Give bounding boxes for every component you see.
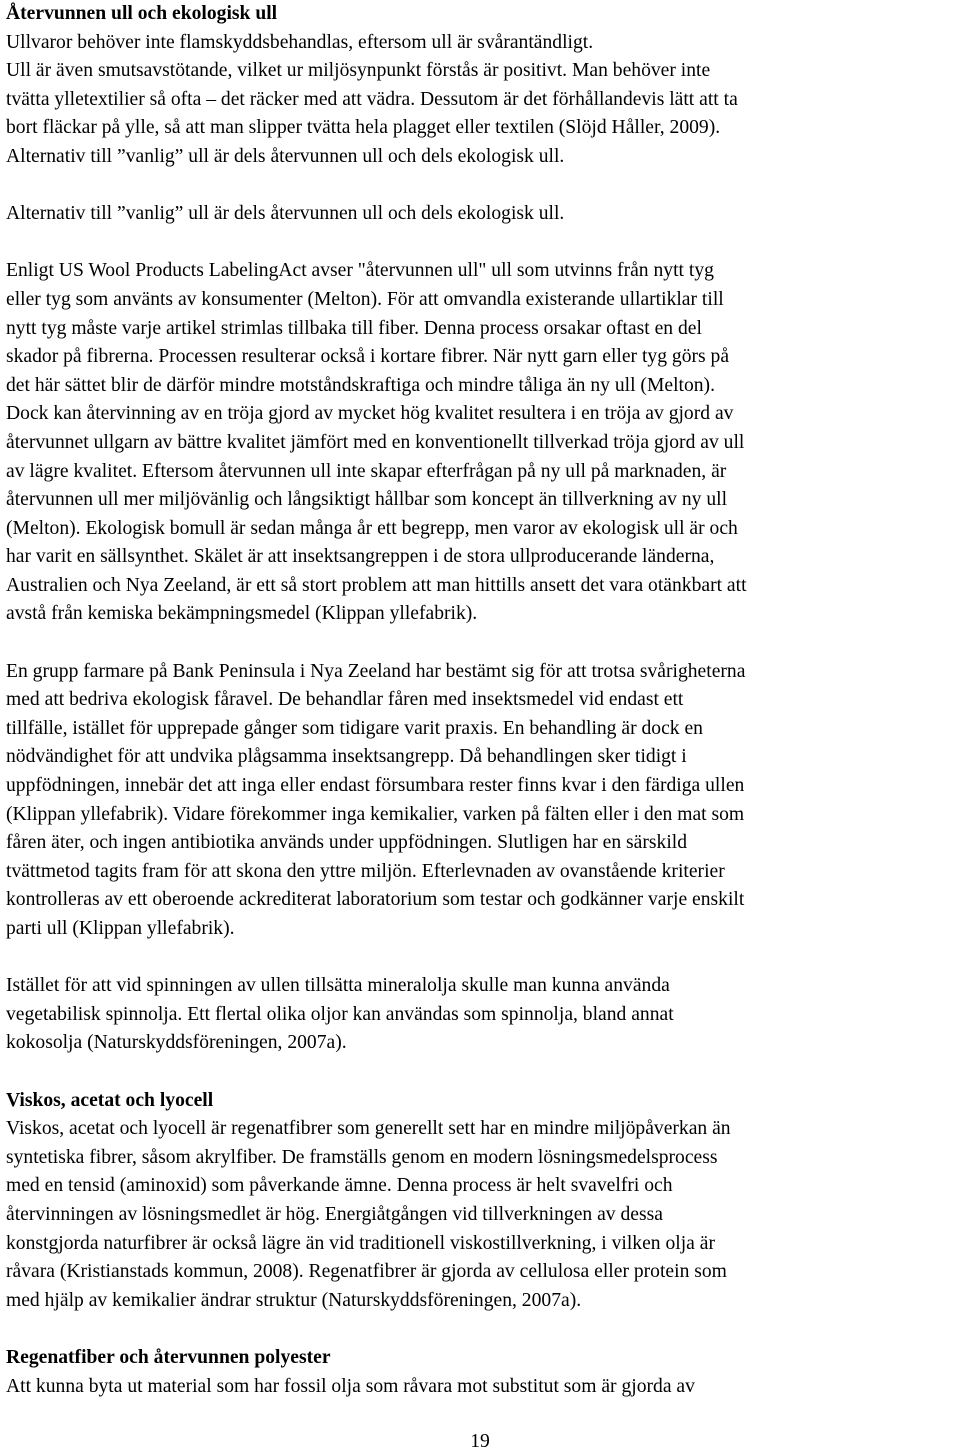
text-line: Alternativ till ”vanlig” ull är dels återvunnen ull och dels ekologisk ull. [6,203,565,225]
text-line: med hjälp av kemikalier ändrar struktur (Naturskyddsföreningen, 2007a). [6,1289,582,1311]
text-line: skador på fibrerna. Processen resulterar också i kortare fibrer. När nytt garn eller tyg görs på [6,346,730,368]
paragraph [6,658,954,944]
paragraph [6,1115,954,1315]
text-line: det här sättet blir de därför mindre motståndskraftiga och mindre tåliga än ny ull (Melton). [6,374,715,396]
document-page [6,0,954,1401]
text-line: Att kunna byta ut material som har fossil olja som råvara mot substitut som är gjorda av [6,1375,695,1397]
text-line: syntetiska fibrer, såsom akrylfiber. De framställs genom en modern lösningsmedelsprocess [6,1146,718,1168]
text-line: Istället för att vid spinningen av ullen tillsätta mineralolja skulle man kunna använda [6,975,670,997]
section-heading-regenatfiber-polyester: Regenatfiber och återvunnen polyester [6,1346,331,1368]
text-line: råvara (Kristianstads kommun, 2008). Regenatfibrer är gjorda av cellulosa eller protein som [6,1261,727,1283]
paragraph [6,200,954,229]
page-number: 19 [470,1431,490,1452]
text-line: återvunnen ull mer miljövänlig och långsiktigt hållbar som koncept än tillverkning av ny ull [6,489,728,511]
paragraph-gap [6,172,954,201]
text-line: tillfälle, istället för upprepade gånger som tidigare varit praxis. En behandling är dock en [6,717,703,739]
text-line: återvunnet ullgarn av bättre kvalitet jämfört med en konventionellt tillverkad tröja gjord av ull [6,431,745,453]
text-line: tvätta ylletextilier så ofta – det räcker med att vädra. Dessutom är det förhållandevis lätt att ta [6,88,738,110]
section-heading-viskos-acetat-lyocell: Viskos, acetat och lyocell [6,1089,214,1111]
section-heading-atervunnen-ull: Återvunnen ull och ekologisk ull [6,3,278,24]
paragraph-gap [6,629,954,658]
text-line: bort fläckar på ylle, så att man slipper tvätta hela plagget eller textilen (Slöjd Håller, 2009). [6,117,721,139]
text-line: uppfödningen, innebär det att inga eller endast försumbara rester finns kvar i den färdiga ullen [6,775,745,797]
text-line: En grupp farmare på Bank Peninsula i Nya Zeeland har bestämt sig för att trotsa svårigheterna [6,660,746,682]
text-line: vegetabilisk spinnolja. Ett flertal olika oljor kan användas som spinnolja, bland annat [6,1003,674,1025]
text-line: (Melton). Ekologisk bomull är sedan många år ett begrepp, men varor av ekologisk ull är och [6,517,738,539]
text-line: (Klippan yllefabrik). Vidare förekommer inga kemikalier, varken på fälten eller i den mat som [6,803,745,825]
paragraph-gap [6,944,954,973]
text-line: eller tyg som använts av konsumenter (Melton). För att omvandla existerande ullartiklar till [6,288,724,310]
text-line: återvinningen av lösningsmedlet är hög. Energiåtgången vid tillverkningen av dessa [6,1203,663,1225]
text-line: har varit en sällsynthet. Skälet är att insektsangreppen i de stora ullproducerande länderna, [6,546,715,568]
paragraph [6,29,954,172]
text-line: Enligt US Wool Products LabelingAct avser "återvunnen ull" ull som utvinns från nytt tyg [6,260,714,282]
text-line: Ull är även smutsavstötande, vilket ur miljösynpunkt förstås är positivt. Man behöver inte [6,60,711,82]
text-line: med en tensid (aminoxid) som påverkande ämne. Denna process är helt svavelfri och [6,1175,673,1197]
text-line: fåren äter, och ingen antibiotika används under uppfödningen. Slutligen har en särskild [6,832,687,854]
text-line: Alternativ till ”vanlig” ull är dels återvunnen ull och dels ekologisk ull. [6,145,565,167]
text-line: nödvändighet för att undvika plågsamma insektsangrepp. Då behandlingen sker tidigt i [6,746,687,768]
text-line: Ullvaror behöver inte flamskyddsbehandlas, eftersom ull är svårantändligt. [6,31,594,53]
text-line: tvättmetod tagits fram för att skona den yttre miljön. Efterlevnaden av ovanstående kriterier [6,860,725,882]
paragraph [6,1373,954,1402]
text-line: nytt tyg måste varje artikel strimlas tillbaka till fiber. Denna process orsakar oftast en del [6,317,702,339]
paragraph-gap [6,229,954,258]
text-line: med att bedriva ekologisk fåravel. De behandlar fåren med insektsmedel vid endast ett [6,689,684,711]
paragraph [6,972,954,1058]
paragraph-gap [6,1315,954,1344]
paragraph-gap [6,1058,954,1087]
text-line: parti ull (Klippan yllefabrik). [6,918,235,939]
text-line: avstå från kemiska bekämpningsmedel (Klippan yllefabrik). [6,603,478,625]
text-line: kokosolja (Naturskyddsföreningen, 2007a). [6,1032,347,1054]
text-line: kontrolleras av ett oberoende ackrediterat laboratorium som testar och godkänner varje enskilt [6,889,745,911]
text-line: Australien och Nya Zeeland, är ett så stort problem att man hittills ansett det vara otänkbart att [6,574,747,596]
text-line: Dock kan återvinning av en tröja gjord av mycket hög kvalitet resultera i en tröja av gjord av [6,403,734,425]
text-line: av lägre kvalitet. Eftersom återvunnen ull inte skapar efterfrågan på ny ull på marknaden, är [6,460,727,482]
text-line: Viskos, acetat och lyocell är regenatfibrer som generellt sett har en mindre miljöpåverkan än [6,1118,731,1140]
text-line: konstgjorda naturfibrer är också lägre än vid traditionell viskostillverkning, i vilken olja är [6,1232,715,1254]
paragraph [6,257,954,629]
